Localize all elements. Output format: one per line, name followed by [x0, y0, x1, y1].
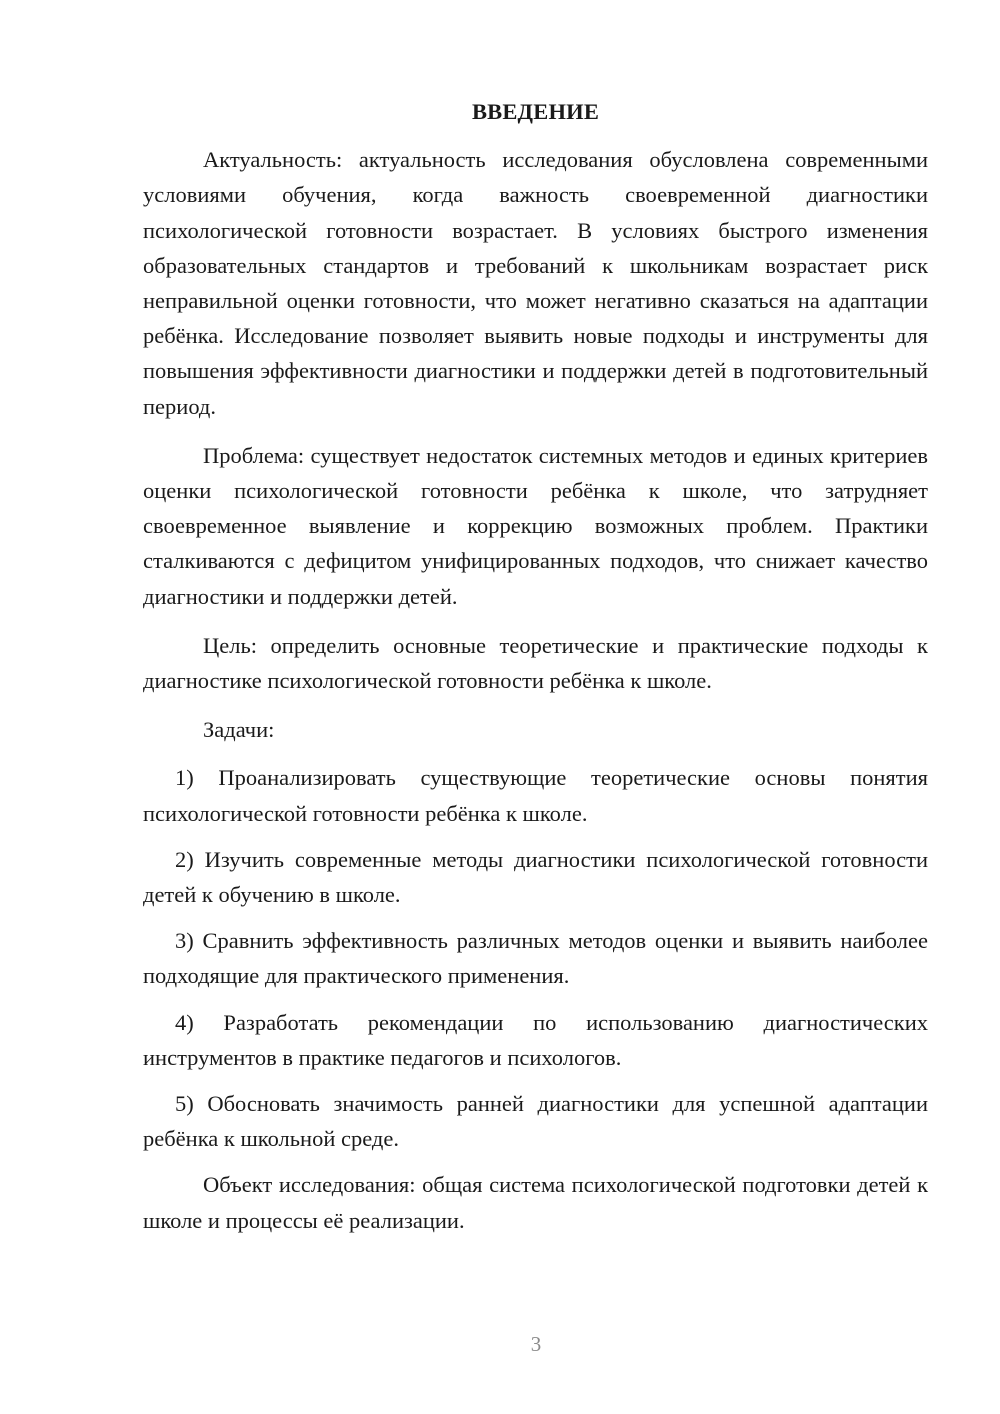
- page-content: [143, 94, 928, 1252]
- page-number: 3: [530, 1332, 542, 1356]
- task-item: 4) Разработать рекомендации по использованию диагностических инструментов в практике педагогов и психологов.: [143, 1009, 928, 1070]
- task-item: 5) Обосновать значимость ранней диагностики для успешной адаптации ребёнка к школьной среде.: [143, 1091, 928, 1152]
- task-item: 2) Изучить современные методы диагностики психологической готовности детей к обучению в школе.: [143, 846, 928, 908]
- object-paragraph: Объект исследования: общая система психологической подготовки детей к школе и процессы её реализации.: [143, 1172, 928, 1233]
- relevance-paragraph: Актуальность: актуальность исследования обусловлена современными условиями обучения, когда важность своевременной диагностики психологической готовности возрастает. В условиях быстрого изменения образовательных стандартов и требований к школьникам возрастает риск неправильной оценки готовности, что может негативно сказаться на адаптации ребёнка. Исследование позволяет выявить новые подходы и инструменты для повышения эффективности диагностики и поддержки детей в подготовительный период.: [143, 147, 928, 419]
- goal-paragraph: Цель: определить основные теоретические и практические подходы к диагностике психологической готовности ребёнка к школе.: [143, 632, 928, 694]
- section-title: ВВЕДЕНИЕ: [471, 99, 600, 124]
- tasks-label: Задачи:: [203, 717, 275, 743]
- problem-paragraph: Проблема: существует недостаток системных методов и единых критериев оценки психологической готовности ребёнка к школе, что затрудняет своевременное выявление и коррекцию возможных проблем. Практики сталкиваются с дефицитом унифицированных подходов, что снижает качество диагностики и поддержки детей.: [143, 442, 928, 609]
- task-item: 1) Проанализировать существующие теоретические основы понятия психологической готовности ребёнка к школе.: [143, 765, 928, 826]
- task-item: 3) Сравнить эффективность различных методов оценки и выявить наиболее подходящие для практического применения.: [143, 928, 928, 989]
